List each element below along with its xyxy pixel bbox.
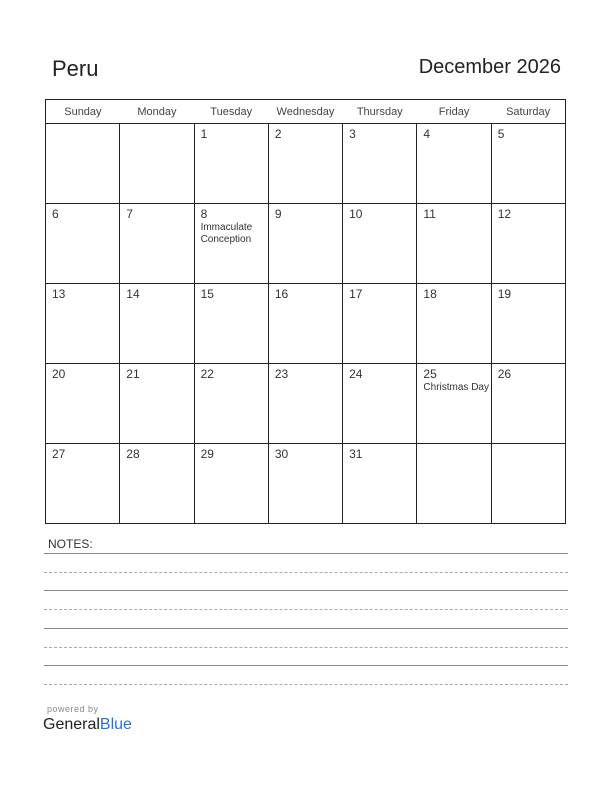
day-number: 6 bbox=[52, 207, 59, 221]
day-number: 29 bbox=[200, 447, 214, 461]
notes-line bbox=[44, 628, 568, 629]
day-cell bbox=[343, 444, 417, 524]
day-cell bbox=[46, 204, 120, 284]
weekday-thursday: Thursday bbox=[343, 100, 417, 124]
day-number: 5 bbox=[497, 127, 505, 141]
day-number: 26 bbox=[497, 367, 512, 381]
day-cell bbox=[120, 124, 194, 204]
week-row bbox=[46, 444, 566, 524]
day-cell bbox=[46, 444, 120, 524]
day-number: 8 bbox=[200, 207, 208, 221]
day-number: 19 bbox=[497, 287, 512, 301]
day-cell bbox=[268, 204, 342, 284]
day-cell bbox=[194, 124, 268, 204]
month-year-title: December 2026 bbox=[418, 56, 561, 78]
day-cell bbox=[268, 284, 342, 364]
weekday-saturday: Saturday bbox=[491, 100, 565, 124]
weekday-wednesday: Wednesday bbox=[268, 100, 342, 124]
day-number: 23 bbox=[274, 367, 289, 381]
day-cell bbox=[343, 204, 417, 284]
day-cell bbox=[343, 284, 417, 364]
day-cell bbox=[268, 444, 342, 524]
day-cell bbox=[491, 364, 565, 444]
week-row bbox=[46, 204, 566, 284]
day-cell bbox=[491, 284, 565, 364]
day-cell bbox=[417, 444, 491, 524]
day-cell bbox=[194, 444, 268, 524]
notes-line bbox=[44, 572, 568, 573]
holiday-label: Immaculate Conception bbox=[200, 222, 253, 245]
notes-line bbox=[44, 684, 568, 685]
day-cell bbox=[268, 124, 342, 204]
day-cell bbox=[417, 124, 491, 204]
day-number: 3 bbox=[349, 127, 356, 141]
day-cell bbox=[417, 364, 491, 444]
holiday-label: Christmas Day bbox=[423, 382, 489, 393]
day-number: 10 bbox=[349, 207, 363, 221]
day-number: 13 bbox=[52, 287, 66, 301]
day-number: 20 bbox=[52, 367, 66, 381]
generalblue-logo bbox=[43, 716, 132, 734]
weekday-sunday: Sunday bbox=[46, 100, 120, 124]
day-cell bbox=[46, 124, 120, 204]
day-cell bbox=[194, 364, 268, 444]
day-cell bbox=[120, 444, 194, 524]
weekday-tuesday: Tuesday bbox=[194, 100, 268, 124]
day-number: 24 bbox=[349, 367, 363, 381]
notes-line bbox=[44, 609, 568, 610]
weekday-header-row bbox=[46, 100, 566, 124]
day-cell bbox=[46, 364, 120, 444]
country-title: Peru bbox=[52, 56, 99, 81]
calendar-grid bbox=[45, 99, 566, 524]
day-number: 9 bbox=[274, 207, 282, 221]
notes-line bbox=[44, 553, 568, 554]
day-cell bbox=[194, 284, 268, 364]
notes-line bbox=[44, 647, 568, 648]
day-number: 21 bbox=[126, 367, 140, 381]
brand-general: General bbox=[43, 716, 100, 733]
day-cell bbox=[120, 284, 194, 364]
day-number: 4 bbox=[423, 127, 431, 141]
week-row bbox=[46, 364, 566, 444]
day-number: 7 bbox=[126, 207, 133, 221]
powered-by-text: powered by bbox=[47, 704, 99, 714]
day-number: 28 bbox=[126, 447, 140, 461]
day-number: 12 bbox=[497, 207, 512, 221]
week-row bbox=[46, 124, 566, 204]
calendar-body bbox=[46, 124, 566, 524]
weekday-monday: Monday bbox=[120, 100, 194, 124]
day-number: 31 bbox=[349, 447, 363, 461]
day-number: 16 bbox=[274, 287, 289, 301]
day-cell bbox=[268, 364, 342, 444]
day-number: 18 bbox=[423, 287, 437, 301]
day-number: 27 bbox=[52, 447, 66, 461]
day-number: 14 bbox=[126, 287, 140, 301]
day-cell bbox=[120, 204, 194, 284]
day-cell bbox=[491, 124, 565, 204]
day-cell bbox=[491, 204, 565, 284]
day-number: 2 bbox=[274, 127, 282, 141]
brand-blue: Blue bbox=[99, 716, 132, 733]
day-cell bbox=[194, 204, 268, 284]
day-cell bbox=[417, 284, 491, 364]
week-row bbox=[46, 284, 566, 364]
day-cell bbox=[46, 284, 120, 364]
day-number: 17 bbox=[349, 287, 363, 301]
day-number: 1 bbox=[200, 127, 208, 141]
day-number: 25 bbox=[423, 367, 437, 381]
notes-label: NOTES: bbox=[48, 537, 93, 551]
day-cell bbox=[343, 124, 417, 204]
weekday-friday: Friday bbox=[417, 100, 491, 124]
day-cell bbox=[343, 364, 417, 444]
day-number: 11 bbox=[423, 207, 436, 221]
day-number: 15 bbox=[200, 287, 214, 301]
day-cell bbox=[120, 364, 194, 444]
day-number: 22 bbox=[200, 367, 214, 381]
notes-line bbox=[44, 665, 568, 666]
day-number: 30 bbox=[274, 447, 289, 461]
notes-line bbox=[44, 590, 568, 591]
day-cell bbox=[417, 204, 491, 284]
day-cell bbox=[491, 444, 565, 524]
